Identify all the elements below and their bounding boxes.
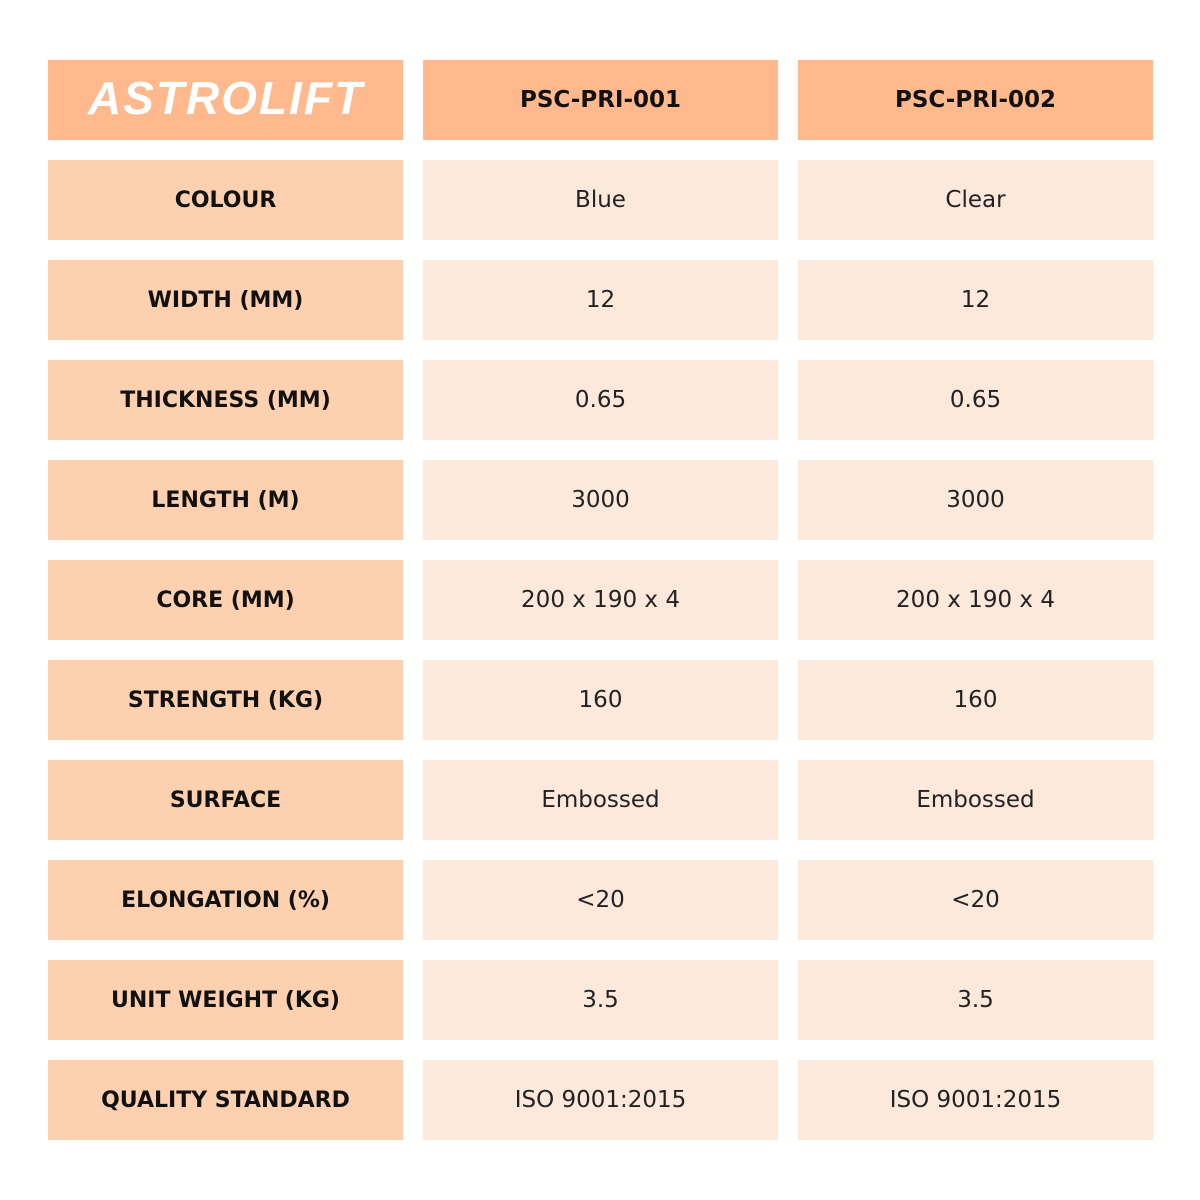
cell-unit-weight-2: 3.5 — [798, 960, 1153, 1040]
cell-unit-weight-1: 3.5 — [423, 960, 778, 1040]
cell-strength-2: 160 — [798, 660, 1153, 740]
column-header-1: PSC-PRI-001 — [423, 60, 778, 140]
cell-elongation-2: <20 — [798, 860, 1153, 940]
cell-colour-1: Blue — [423, 160, 778, 240]
row-label-thickness: THICKNESS (MM) — [48, 360, 403, 440]
cell-core-2: 200 x 190 x 4 — [798, 560, 1153, 640]
cell-length-2: 3000 — [798, 460, 1153, 540]
row-label-colour: COLOUR — [48, 160, 403, 240]
cell-core-1: 200 x 190 x 4 — [423, 560, 778, 640]
cell-colour-2: Clear — [798, 160, 1153, 240]
cell-surface-2: Embossed — [798, 760, 1153, 840]
row-label-length: LENGTH (M) — [48, 460, 403, 540]
row-label-elongation: ELONGATION (%) — [48, 860, 403, 940]
cell-strength-1: 160 — [423, 660, 778, 740]
astrolift-logo — [61, 70, 391, 130]
cell-length-1: 3000 — [423, 460, 778, 540]
column-header-2: PSC-PRI-002 — [798, 60, 1153, 140]
cell-elongation-1: <20 — [423, 860, 778, 940]
row-label-strength: STRENGTH (KG) — [48, 660, 403, 740]
row-label-quality-standard: QUALITY STANDARD — [48, 1060, 403, 1140]
spec-table — [48, 60, 1152, 1140]
cell-quality-standard-1: ISO 9001:2015 — [423, 1060, 778, 1140]
brand-logo-cell — [48, 60, 403, 140]
row-label-surface: SURFACE — [48, 760, 403, 840]
cell-width-2: 12 — [798, 260, 1153, 340]
cell-surface-1: Embossed — [423, 760, 778, 840]
row-label-unit-weight: UNIT WEIGHT (KG) — [48, 960, 403, 1040]
cell-quality-standard-2: ISO 9001:2015 — [798, 1060, 1153, 1140]
cell-width-1: 12 — [423, 260, 778, 340]
logo-wordmark: ASTROLIFT — [87, 72, 364, 124]
row-label-core: CORE (MM) — [48, 560, 403, 640]
cell-thickness-2: 0.65 — [798, 360, 1153, 440]
cell-thickness-1: 0.65 — [423, 360, 778, 440]
row-label-width: WIDTH (MM) — [48, 260, 403, 340]
